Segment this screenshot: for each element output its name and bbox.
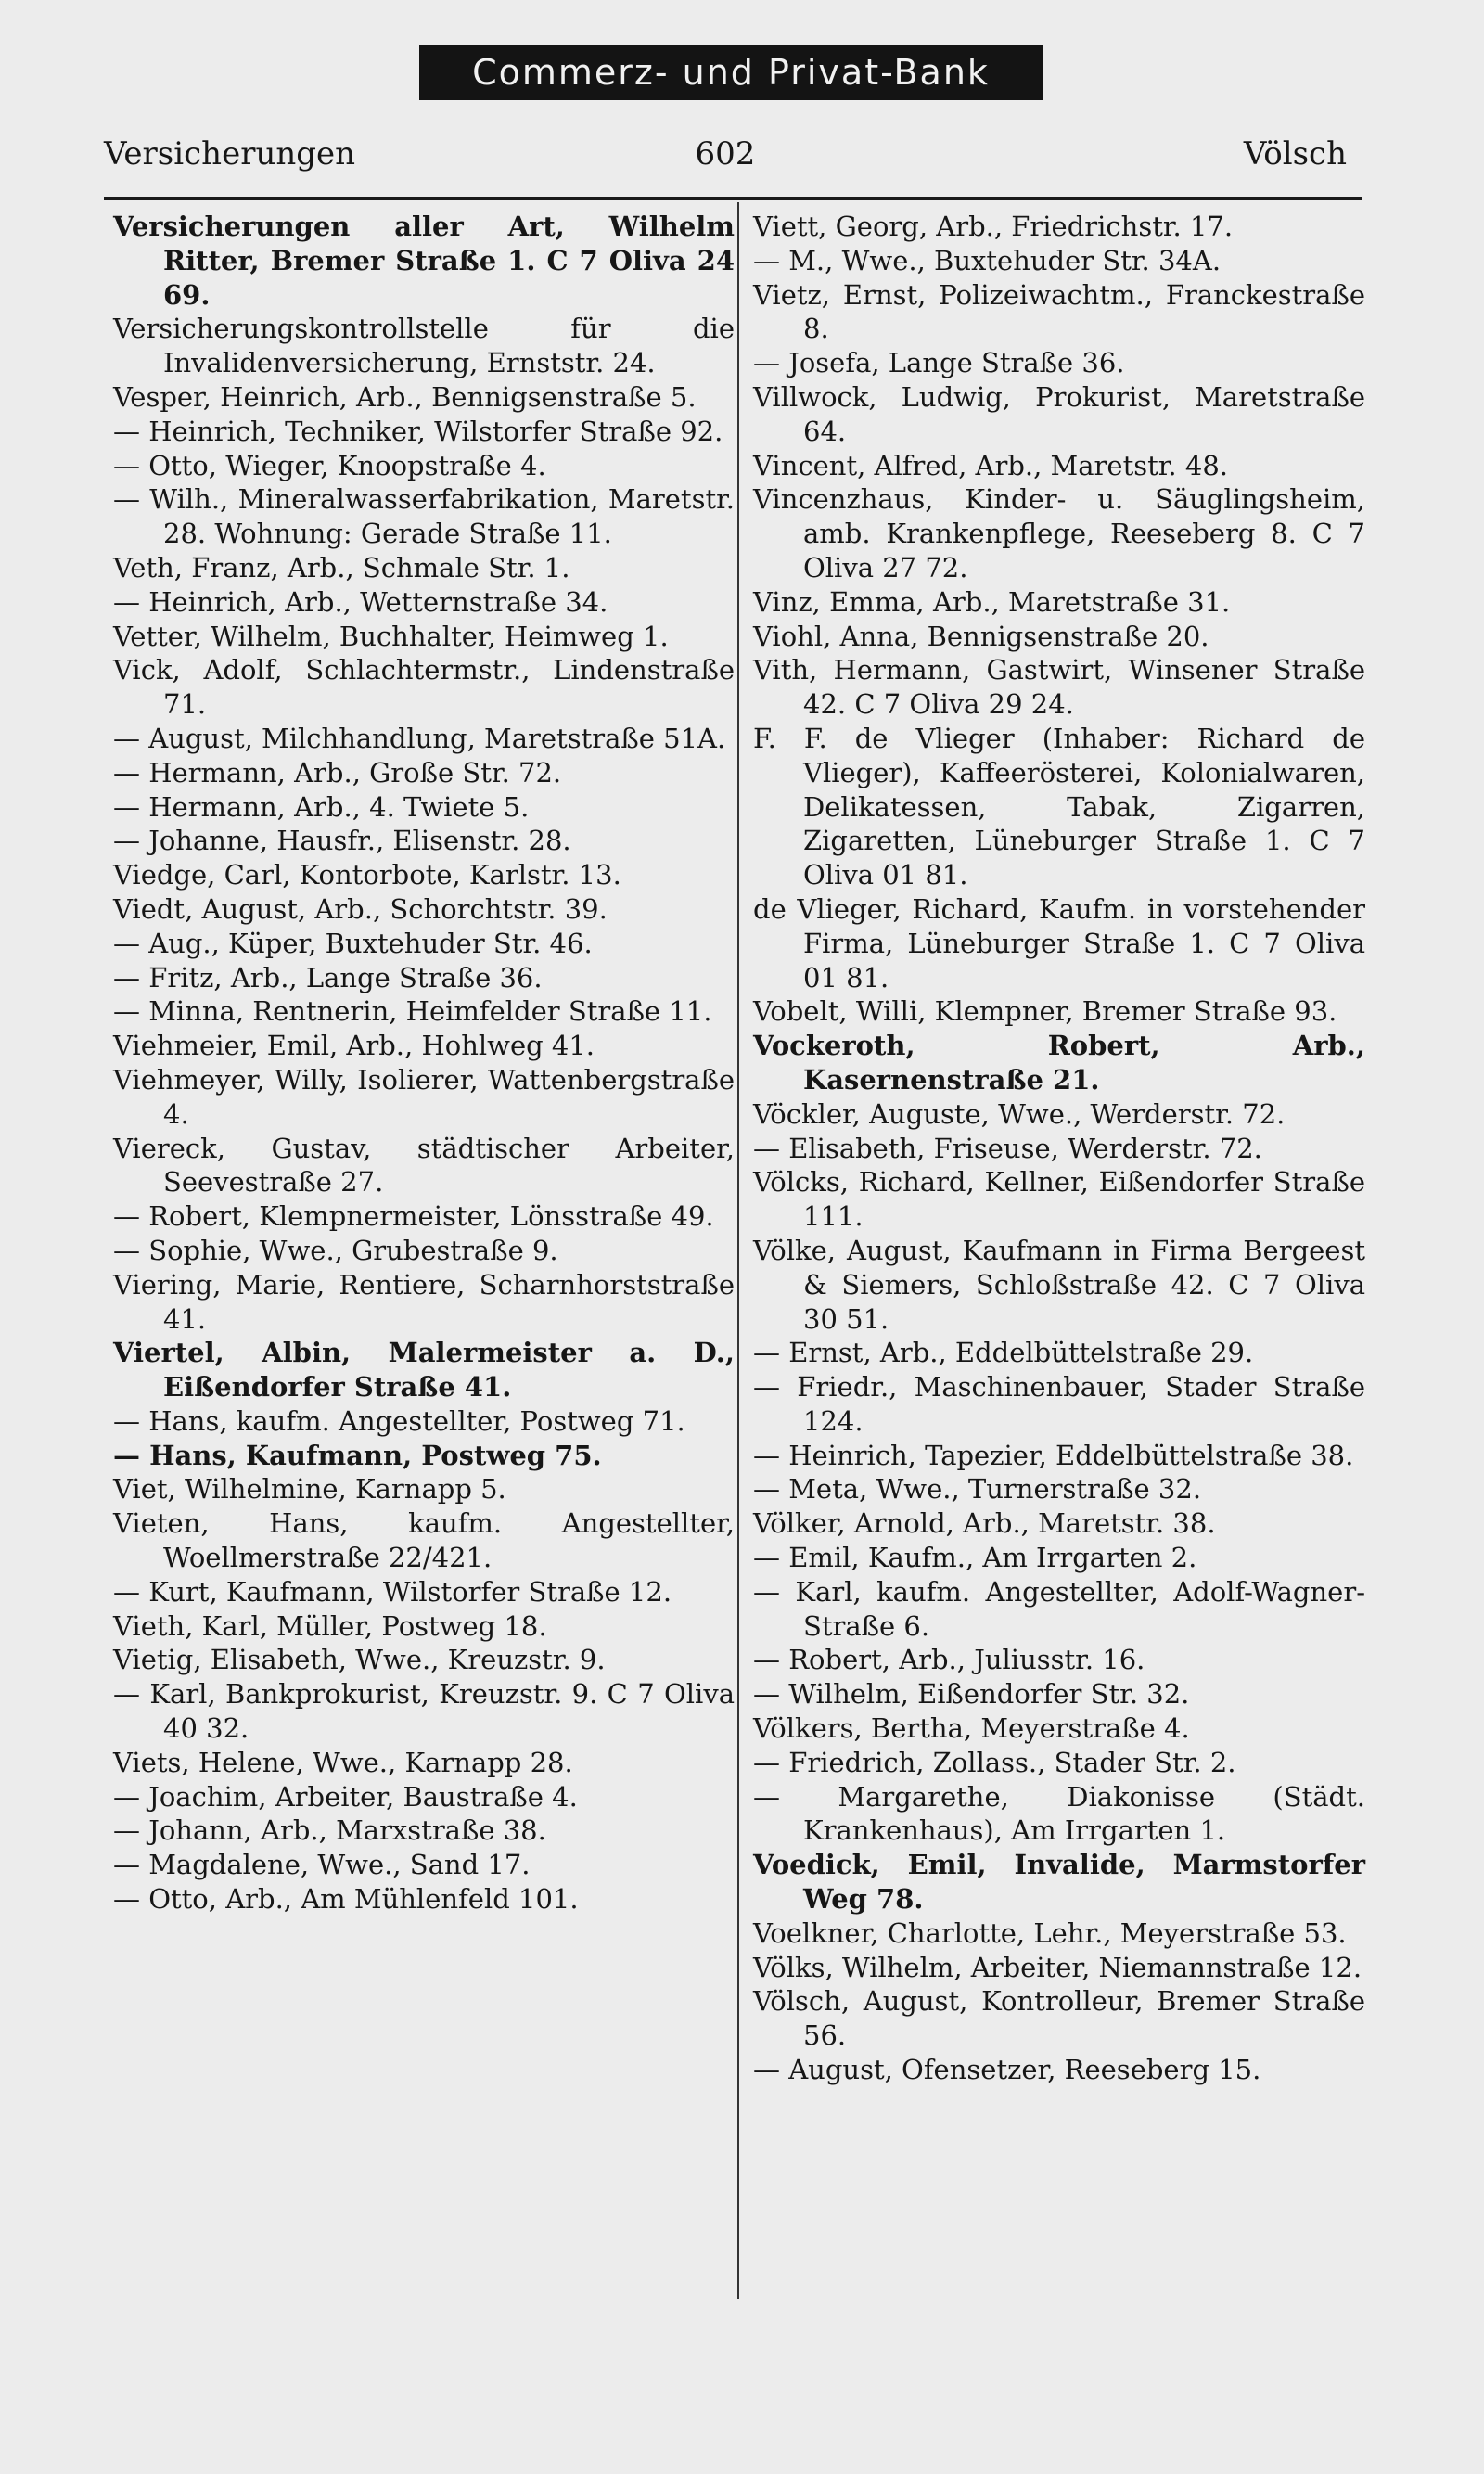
directory-entry: Villwock, Ludwig, Prokurist, Maretstraße 64. [753, 380, 1365, 447]
directory-entry: — Robert, Klempnermeister, Lönsstraße 49. [113, 1200, 714, 1233]
directory-entry: — Meta, Wwe., Turnerstraße 32. [753, 1473, 1202, 1506]
directory-entry: — Emil, Kaufm., Am Irrgarten 2. [753, 1542, 1197, 1574]
directory-entry: Vockeroth, Robert, Arb., Kasernenstraße 21. [753, 1030, 1365, 1096]
directory-entry: — Hans, kaufm. Angestellter, Postweg 71. [113, 1404, 685, 1437]
directory-entry: Vith, Hermann, Gastwirt, Winsener Straße 42. C 7 Oliva 29 24. [753, 654, 1365, 721]
directory-entry: Vesper, Heinrich, Arb., Bennigsenstraße 5. [113, 380, 697, 413]
directory-entry: Versicherungen aller Art, Wilhelm Ritter, Bremer Straße 1. C 7 Oliva 24 69. [113, 211, 735, 311]
directory-entry: — Otto, Arb., Am Mühlenfeld 101. [113, 1883, 579, 1916]
directory-entry: — Wilh., Mineralwasserfabrikation, Maretstr. 28. Wohnung: Gerade Straße 11. [113, 483, 735, 550]
directory-entry: — Kurt, Kaufmann, Wilstorfer Straße 12. [113, 1575, 672, 1608]
directory-entry: — Ernst, Arb., Eddelbüttelstraße 29. [753, 1337, 1254, 1369]
directory-entry: — Minna, Rentnerin, Heimfelder Straße 11. [113, 995, 712, 1028]
directory-entry: Viehmeyer, Willy, Isolierer, Wattenbergstraße 4. [113, 1063, 735, 1130]
directory-entry: — August, Ofensetzer, Reeseberg 15. [753, 2054, 1261, 2086]
directory-entry: — Friedr., Maschinenbauer, Stader Straße 124. [753, 1371, 1365, 1437]
header-last-entry: Völsch [1243, 135, 1347, 173]
header-rule [104, 197, 1362, 200]
directory-entry: — Karl, Bankprokurist, Kreuzstr. 9. C 7 Oliva 40 32. [113, 1678, 735, 1745]
directory-entry: Viering, Marie, Rentiere, Scharnhorststraße 41. [113, 1268, 735, 1335]
directory-entry: Völkers, Bertha, Meyerstraße 4. [753, 1712, 1190, 1745]
directory-entry: Viet, Wilhelmine, Karnapp 5. [113, 1473, 506, 1506]
directory-entry: Viets, Helene, Wwe., Karnapp 28. [113, 1746, 573, 1778]
directory-entry: — Fritz, Arb., Lange Straße 36. [113, 961, 543, 993]
directory-entry: Vobelt, Willi, Klempner, Bremer Straße 93. [753, 995, 1337, 1028]
directory-entry: Viedge, Carl, Kontorbote, Karlstr. 13. [113, 859, 621, 891]
directory-entry: Völks, Wilhelm, Arbeiter, Niemannstraße 12. [753, 1951, 1362, 1983]
directory-entry: — Margarethe, Diakonisse (Städt. Krankenhaus), Am Irrgarten 1. [753, 1780, 1365, 1847]
column-divider [737, 202, 739, 2299]
directory-entry: — August, Milchhandlung, Maretstraße 51A. [113, 722, 726, 754]
directory-entry: — Elisabeth, Friseuse, Werderstr. 72. [753, 1132, 1262, 1164]
directory-entry: Viohl, Anna, Bennigsenstraße 20. [753, 620, 1209, 652]
directory-entry: — Karl, kaufm. Angestellter, Adolf-Wagner-Straße 6. [753, 1575, 1365, 1642]
bank-advertisement-banner: Commerz- und Privat-Bank [419, 45, 1043, 100]
directory-entry: — Joachim, Arbeiter, Baustraße 4. [113, 1780, 578, 1813]
directory-entry: — Friedrich, Zollass., Stader Str. 2. [753, 1746, 1236, 1778]
directory-entry: — Heinrich, Tapezier, Eddelbüttelstraße 38. [753, 1439, 1354, 1471]
directory-entry: Vieten, Hans, kaufm. Angestellter, Woellmerstraße 22/421. [113, 1507, 735, 1574]
directory-entry: Versicherungskontrollstelle für die Invalidenversicherung, Ernststr. 24. [113, 313, 735, 379]
directory-entry: Veth, Franz, Arb., Schmale Str. 1. [113, 551, 570, 583]
directory-entry: Vietig, Elisabeth, Wwe., Kreuzstr. 9. [113, 1644, 606, 1676]
directory-entry: — Magdalene, Wwe., Sand 17. [113, 1849, 531, 1881]
directory-entry: — Heinrich, Arb., Wetternstraße 34. [113, 585, 608, 618]
directory-entry: Voedick, Emil, Invalide, Marmstorfer Weg 78. [753, 1849, 1365, 1916]
directory-entry: — Robert, Arb., Juliusstr. 16. [753, 1644, 1145, 1676]
directory-entry: — Johann, Arb., Marxstraße 38. [113, 1814, 546, 1847]
directory-entry: Vietz, Ernst, Polizeiwachtm., Franckestraße 8. [753, 278, 1365, 345]
directory-entry: Vinz, Emma, Arb., Maretstraße 31. [753, 585, 1231, 618]
running-header [104, 135, 1347, 182]
directory-entry: Völke, August, Kaufmann in Firma Bergeest & Siemers, Schloßstraße 42. C 7 Oliva 30 51. [753, 1234, 1365, 1335]
directory-entry: — Hans, Kaufmann, Postweg 75. [113, 1439, 602, 1471]
directory-entry: Viertel, Albin, Malermeister a. D., Eißendorfer Straße 41. [113, 1337, 735, 1404]
right-column [753, 210, 1365, 2087]
directory-entry: Vieth, Karl, Müller, Postweg 18. [113, 1609, 547, 1642]
directory-entry: Viett, Georg, Arb., Friedrichstr. 17. [753, 211, 1234, 242]
directory-entry: — Hermann, Arb., Große Str. 72. [113, 756, 562, 788]
directory-entry: — Johanne, Hausfr., Elisenstr. 28. [113, 825, 571, 857]
directory-entry: de Vlieger, Richard, Kaufm. in vorstehender Firma, Lüneburger Straße 1. C 7 Oliva 01 81. [753, 892, 1365, 993]
directory-entry: — Sophie, Wwe., Grubestraße 9. [113, 1234, 558, 1266]
directory-entry: Vick, Adolf, Schlachtermstr., Lindenstraße 71. [113, 654, 735, 721]
page-number: 602 [695, 135, 756, 173]
directory-entry: — Aug., Küper, Buxtehuder Str. 46. [113, 927, 593, 959]
directory-entry: — Josefa, Lange Straße 36. [753, 347, 1125, 379]
directory-entry: Vincent, Alfred, Arb., Maretstr. 48. [753, 449, 1228, 481]
directory-entry: Völsch, August, Kontrolleur, Bremer Straße 56. [753, 1985, 1365, 2052]
directory-entry: Vincenzhaus, Kinder- u. Säuglingsheim, amb. Krankenpflege, Reeseberg 8. C 7 Oliva 27 72. [753, 483, 1365, 583]
directory-entry: Viedt, August, Arb., Schorchtstr. 39. [113, 892, 608, 925]
left-column [113, 210, 735, 1916]
directory-entry: Völcks, Richard, Kellner, Eißendorfer Straße 111. [753, 1166, 1365, 1233]
header-section-title: Versicherungen [104, 135, 356, 173]
directory-entry: — Otto, Wieger, Knoopstraße 4. [113, 449, 546, 481]
directory-entry: Viehmeier, Emil, Arb., Hohlweg 41. [113, 1030, 595, 1062]
directory-entry: Viereck, Gustav, städtischer Arbeiter, Seevestraße 27. [113, 1132, 735, 1199]
directory-entry: — M., Wwe., Buxtehuder Str. 34A. [753, 244, 1222, 276]
directory-entry: Vöckler, Auguste, Wwe., Werderstr. 72. [753, 1097, 1286, 1130]
directory-entry: Völker, Arnold, Arb., Maretstr. 38. [753, 1507, 1216, 1540]
directory-entry: — Hermann, Arb., 4. Twiete 5. [113, 790, 530, 823]
directory-entry: Voelkner, Charlotte, Lehr., Meyerstraße 53. [753, 1916, 1347, 1949]
directory-entry: — Wilhelm, Eißendorfer Str. 32. [753, 1678, 1190, 1711]
directory-entry: — Heinrich, Techniker, Wilstorfer Straße 92. [113, 415, 723, 447]
directory-entry: F. F. de Vlieger (Inhaber: Richard de Vlieger), Kaffeerösterei, Kolonialwaren, Delikatessen, Tabak, Zigarren, Zigaretten, Lüneburger Straße 1. C 7 Oliva 01 81. [753, 722, 1365, 891]
directory-entry: Vetter, Wilhelm, Buchhalter, Heimweg 1. [113, 620, 669, 652]
